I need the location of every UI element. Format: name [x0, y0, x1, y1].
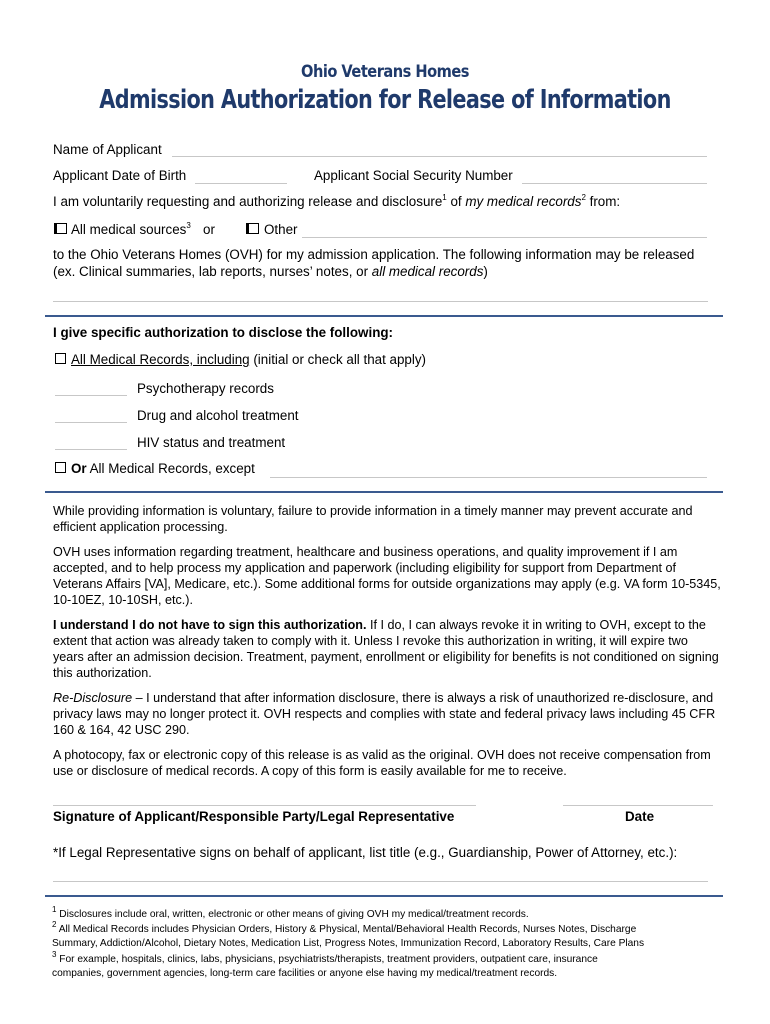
- all-sources-checkbox[interactable]: [56, 223, 67, 234]
- section-divider: [45, 491, 723, 493]
- ssn-field[interactable]: [522, 183, 707, 184]
- legal-representative-note: *If Legal Representative signs on behalf of applicant, list title (e.g., Guardianship, Power of Attorney, etc.):: [53, 845, 678, 860]
- drug-alcohol-label: Drug and alcohol treatment: [137, 408, 299, 423]
- applicant-name-label: Name of Applicant: [53, 142, 162, 157]
- hiv-label: HIV status and treatment: [137, 435, 286, 450]
- or-label: or: [203, 222, 215, 237]
- dob-field[interactable]: [195, 183, 287, 184]
- signature-label: Signature of Applicant/Responsible Party/Legal Representative: [53, 809, 455, 824]
- other-source-label: Other: [264, 222, 298, 237]
- all-records-label: All Medical Records, including (initial or check all that apply): [71, 352, 427, 367]
- applicant-name-field[interactable]: [172, 156, 707, 157]
- all-sources-label: All medical sources$^3$: [71, 220, 191, 237]
- legal-representative-title-field[interactable]: [53, 881, 708, 882]
- dob-label: Applicant Date of Birth: [53, 168, 187, 183]
- ssn-label: Applicant Social Security Number: [314, 168, 513, 183]
- all-records-checkbox[interactable]: [55, 353, 66, 364]
- purpose-line-1: to the Ohio Veterans Homes (OVH) for my admission application. The following information may be released: [53, 247, 695, 262]
- request-statement: I am voluntarily requesting and authorizing release and disclosure$^1$ of my medical records$^2$ from:: [53, 192, 621, 209]
- purpose-field[interactable]: [53, 301, 708, 302]
- psychotherapy-label: Psychotherapy records: [137, 381, 274, 396]
- hiv-initial-field[interactable]: [55, 449, 127, 450]
- other-source-checkbox[interactable]: [248, 223, 259, 234]
- except-label: Or All Medical Records, except: [71, 461, 255, 476]
- footnote-2-cont: Summary, Addiction/Alcohol, Dietary Notes, Medication List, Progress Notes, Immunization Record, Laboratory Results, Care Plans: [52, 938, 645, 949]
- other-source-field[interactable]: [302, 237, 707, 238]
- form-title: Admission Authorization for Release of Information: [99, 85, 671, 115]
- voluntary-paragraph: While providing information is voluntary, failure to provide information in a timely manner may prevent accurate and efficient application processing.: [53, 504, 693, 534]
- date-field[interactable]: [563, 805, 713, 806]
- footnote-3: $^3$ For example, hospitals, clinics, labs, physicians, psychiatrists/therapists, treatment providers, outpatient care, insurance: [52, 949, 598, 965]
- footnote-3-cont: companies, government agencies, long-term care facilities or anyone else having my medical/treatment records.: [52, 968, 558, 979]
- footnote-1: $^1$ Disclosures include oral, written, electronic or other means of giving OVH my medical/treatment records.: [52, 904, 529, 920]
- except-checkbox[interactable]: [55, 462, 66, 473]
- purpose-line-2: (ex. Clinical summaries, lab reports, nurses’ notes, or all medical records): [53, 264, 488, 279]
- revocation-paragraph: I understand I do not have to sign this authorization. If I do, I can always revoke it in writing to OVH, except to the extent that action was already taken to comply with it. Unless I revoke this authorization in writing, it will expire two years after an admission decision. Treatment, payment, enrollment or eligibility for benefits is not conditioned on signing this authorization.: [53, 618, 719, 680]
- ovh-use-paragraph: OVH uses information regarding treatment, healthcare and business operations, and quality improvement if I am accepted, and to help process my application and paperwork (including eligibility for support from Department of Veterans Affairs [VA], Medicare, etc.). Some additional forms for outside organizations may apply (e.g. VA form 10-5345, 10-10EZ, 10-10SH, etc.).: [53, 545, 721, 607]
- footnote-divider: [45, 895, 723, 897]
- copy-validity-paragraph: A photocopy, fax or electronic copy of this release is as valid as the original. OVH does not receive compensation from use or disclosure of medical records. A copy of this form is easily available for me to receive.: [53, 748, 711, 778]
- redisclosure-paragraph: Re-Disclosure – I understand that after information disclosure, there is always a risk of unauthorized re-disclosure, and privacy laws may no longer protect it. OVH respects and complies with state and federal privacy laws including 45 CFR 160 & 164, 42 USC 290.: [53, 691, 716, 737]
- authorization-heading: I give specific authorization to disclose the following:: [53, 325, 394, 340]
- drug-alcohol-initial-field[interactable]: [55, 422, 127, 423]
- psychotherapy-initial-field[interactable]: [55, 395, 127, 396]
- section-divider: [45, 315, 723, 317]
- except-field[interactable]: [270, 477, 707, 478]
- organization-name: Ohio Veterans Homes: [301, 62, 469, 82]
- signature-field[interactable]: [53, 805, 476, 806]
- footnote-2: $^2$ All Medical Records includes Physician Orders, History & Physical, Mental/Behavioral Health Records, Nurses Notes, Discharge: [52, 919, 637, 935]
- date-label: Date: [625, 809, 655, 824]
